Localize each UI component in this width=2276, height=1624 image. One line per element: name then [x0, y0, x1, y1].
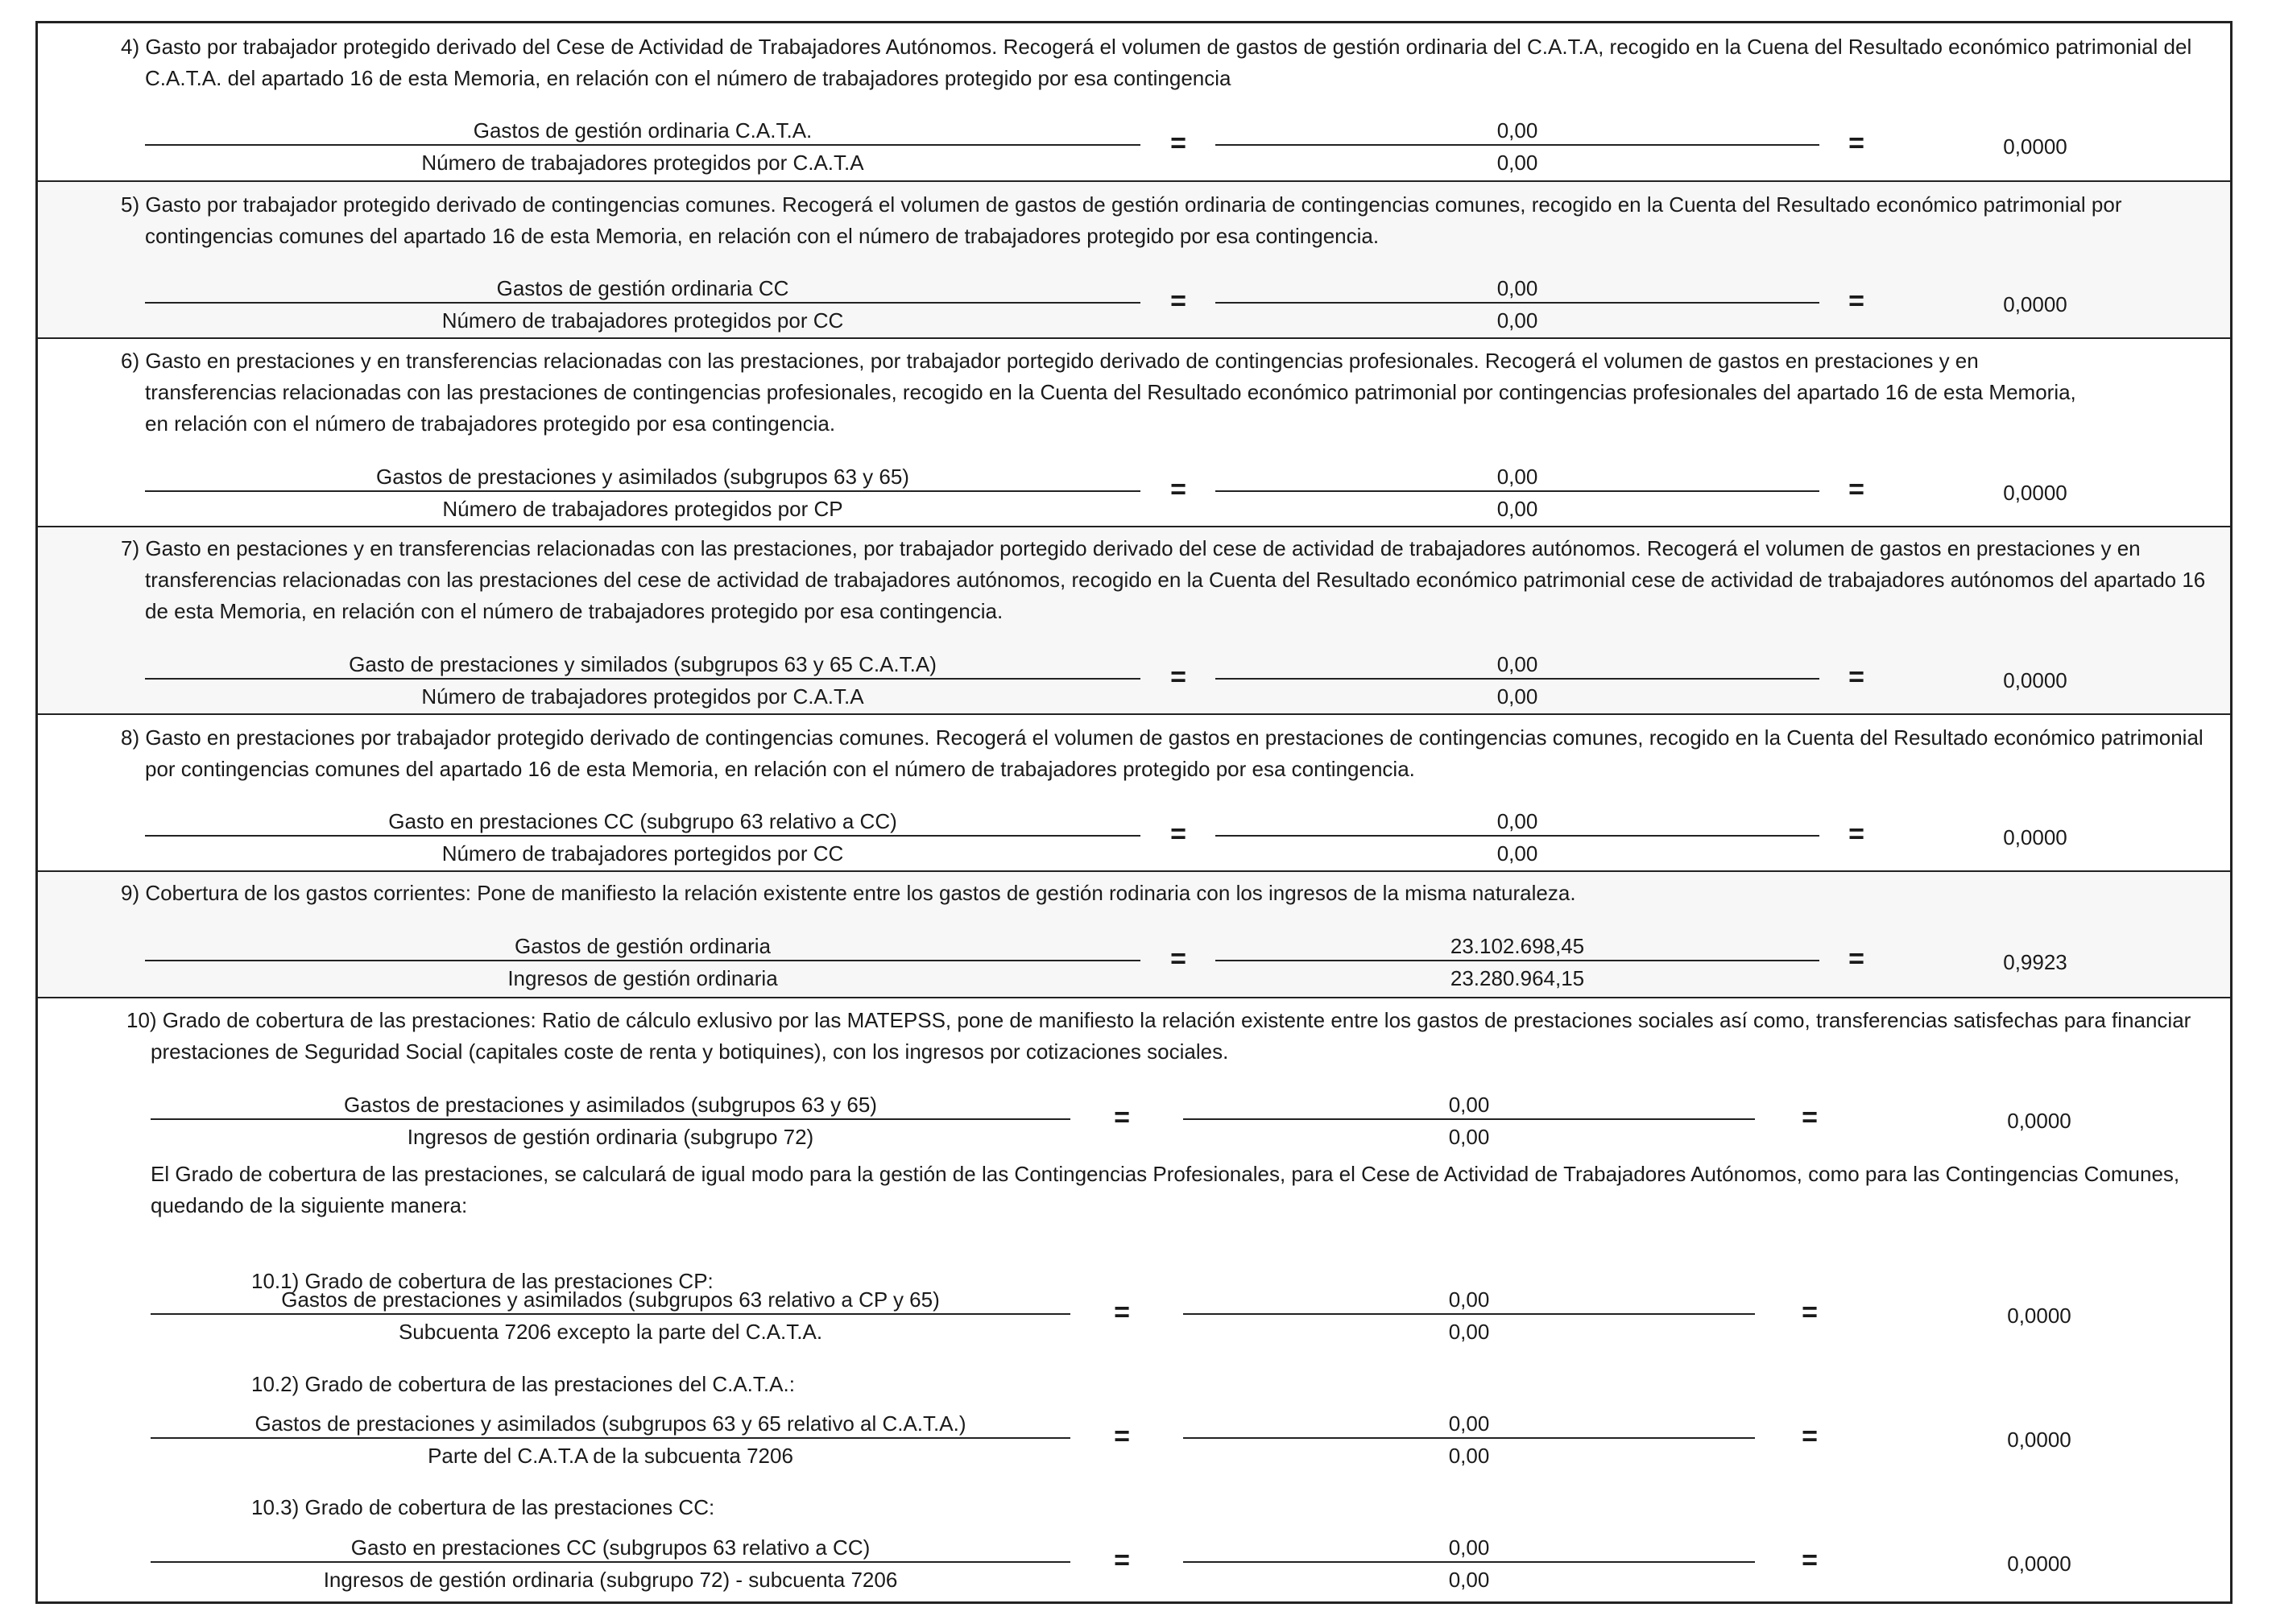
fraction-line — [151, 1313, 1070, 1315]
section-description: 9) Cobertura de los gastos corrientes: Pone de manifiesto la relación existente entre los gastos de gestión rodinaria con los ingresos de la misma naturaleza. — [121, 881, 1576, 905]
section-description: 5) Gasto por trabajador protegido derivado de contingencias comunes. Recogerá el volumen de gastos de gestión ordinaria de contingencias comunes, recogido en la Cuenta del Resultado económico patrimonial por contingencias comunes del apartado 16 de esta Memoria, en relación con el número de trabajadores protegido por esa contingencia. — [121, 192, 2122, 248]
denominator-value: 23.280.964,15 — [1450, 966, 1585, 990]
fraction-line — [1215, 144, 1819, 146]
fraction-line — [145, 678, 1140, 680]
fraction-line — [151, 1118, 1070, 1120]
fraction-line — [1215, 490, 1819, 492]
result-value: 0,0000 — [2003, 481, 2067, 505]
section-description: 6) Gasto en prestaciones y en transferencias relacionadas con las prestaciones, por trabajador portegido derivado de contingencias profesionales. Recogerá el volumen de gastos en prestaciones y en transferencias relacionadas con las prestaciones de contingencias profesionales, recogido en la Cuenta del Resultado económico patrimonial por contingencias profesionales del apartado 16 de esta Memoria, en relación con el número de trabajadores protegido por esa contingencia. — [121, 349, 2076, 436]
equals-sign: = — [1848, 662, 1864, 692]
equals-sign: = — [1114, 1545, 1130, 1576]
section-8 — [38, 715, 2230, 872]
denominator-label: Ingresos de gestión ordinaria (subgrupo 72) — [407, 1125, 814, 1149]
section-description: 10) Grado de cobertura de las prestaciones: Ratio de cálculo exlusivo por las MATEPSS, pone de manifiesto la relación existente entre los gastos de prestaciones sociales así como, transferencias satisfechas para financiar prestaciones de Seguridad Social (capitales coste de renta y botiquines), con los ingresos por cotizaciones sociales. — [126, 1008, 2191, 1064]
subitem-title: 10.3) Grado de cobertura de las prestaciones CC: — [251, 1495, 715, 1519]
equals-sign: = — [1848, 819, 1864, 849]
fraction-line — [1215, 678, 1819, 680]
result-value: 0,0000 — [2007, 1109, 2071, 1133]
equals-sign: = — [1848, 944, 1864, 974]
numerator-label: Gasto en prestaciones CC (subgrupo 63 relativo a CC) — [388, 809, 897, 833]
numerator-label: Gastos de prestaciones y asimilados (subgrupos 63 relativo a CP y 65) — [281, 1287, 940, 1312]
numerator-label: Gasto de prestaciones y similados (subgrupos 63 y 65 C.A.T.A) — [349, 652, 937, 676]
fraction-line — [145, 835, 1140, 837]
equals-sign: = — [1170, 474, 1186, 505]
result-value: 0,0000 — [2007, 1428, 2071, 1452]
numerator-label: Gastos de gestión ordinaria C.A.T.A. — [473, 118, 813, 143]
section-4 — [38, 23, 2230, 182]
numerator-value: 0,00 — [1496, 276, 1538, 300]
equals-sign: = — [1114, 1421, 1130, 1452]
section-description: 8) Gasto en prestaciones por trabajador protegido derivado de contingencias comunes. Recogerá el volumen de gastos en prestaciones de contingencias comunes, recogido en la Cuenta del Resultado económico patrimonial por contingencias comunes del apartado 16 de esta Memoria, en relación con el número de trabajadores protegido por esa contingencia. — [121, 725, 2204, 781]
denominator-label: Número de trabajadores protegidos por C.A.T.A — [421, 151, 864, 175]
equals-sign: = — [1802, 1545, 1818, 1576]
denominator-value: 0,00 — [1496, 684, 1538, 709]
result-value: 0,0000 — [2007, 1304, 2071, 1328]
equals-sign: = — [1802, 1297, 1818, 1328]
equals-sign: = — [1848, 474, 1864, 505]
fraction-line — [145, 960, 1140, 961]
numerator-label: Gastos de gestión ordinaria — [515, 934, 771, 958]
denominator-value: 0,00 — [1496, 841, 1538, 866]
numerator-value: 0,00 — [1496, 118, 1538, 143]
fraction-line — [151, 1561, 1070, 1563]
numerator-value: 0,00 — [1448, 1287, 1490, 1312]
section-5 — [38, 182, 2230, 339]
equals-sign: = — [1170, 819, 1186, 849]
numerator-label: Gastos de prestaciones y asimilados (subgrupos 63 y 65 relativo al C.A.T.A.) — [254, 1411, 966, 1436]
fraction-line — [1215, 835, 1819, 837]
denominator-value: 0,00 — [1496, 308, 1538, 333]
result-value: 0,0000 — [2003, 134, 2067, 159]
section-6 — [38, 339, 2230, 527]
numerator-value: 0,00 — [1448, 1093, 1490, 1117]
numerator-label: Gastos de prestaciones y asimilados (subgrupos 63 y 65) — [376, 465, 909, 489]
numerator-value: 0,00 — [1448, 1535, 1490, 1560]
fraction-line — [1183, 1118, 1755, 1120]
denominator-label: Ingresos de gestión ordinaria — [507, 966, 778, 990]
denominator-value: 0,00 — [1448, 1320, 1490, 1344]
numerator-value: 0,00 — [1496, 652, 1538, 676]
subitem-title: 10.1) Grado de cobertura de las prestaciones CP: — [251, 1269, 714, 1293]
fraction-line — [1183, 1437, 1755, 1439]
equals-sign: = — [1170, 662, 1186, 692]
numerator-label: Gastos de prestaciones y asimilados (subgrupos 63 y 65) — [344, 1093, 877, 1117]
fraction-line — [1183, 1313, 1755, 1315]
denominator-label: Número de trabajadores protegidos por C.A.T.A — [421, 684, 864, 709]
result-value: 0,0000 — [2007, 1552, 2071, 1576]
fraction-line — [145, 144, 1140, 146]
equals-sign: = — [1114, 1102, 1130, 1133]
equals-sign: = — [1848, 128, 1864, 159]
section-7 — [38, 527, 2230, 715]
result-value: 0,0000 — [2003, 292, 2067, 316]
equals-sign: = — [1170, 286, 1186, 316]
subitem-title: 10.2) Grado de cobertura de las prestaciones del C.A.T.A.: — [251, 1372, 795, 1396]
fraction-line — [1183, 1561, 1755, 1563]
denominator-value: 0,00 — [1448, 1125, 1490, 1149]
denominator-value: 0,00 — [1496, 151, 1538, 175]
numerator-value: 0,00 — [1496, 465, 1538, 489]
denominator-label: Número de trabajadores portegidos por CC — [441, 841, 844, 866]
equals-sign: = — [1170, 944, 1186, 974]
denominator-label: Número de trabajadores protegidos por CC — [441, 308, 844, 333]
denominator-label: Número de trabajadores protegidos por CP — [442, 497, 843, 521]
fraction-line — [145, 302, 1140, 304]
denominator-value: 0,00 — [1496, 497, 1538, 521]
denominator-label: Parte del C.A.T.A de la subcuenta 7206 — [428, 1444, 793, 1468]
result-value: 0,9923 — [2003, 950, 2067, 974]
numerator-label: Gastos de gestión ordinaria CC — [496, 276, 789, 300]
denominator-label: Subcuenta 7206 excepto la parte del C.A.T.A. — [398, 1320, 823, 1344]
numerator-value: 0,00 — [1496, 809, 1538, 833]
section-description: 7) Gasto en pestaciones y en transferencias relacionadas con las prestaciones, por trabajador portegido derivado del cese de actividad de trabajadores autónomos. Recogerá el volumen de gastos en prestaciones y en transferencias relacionadas con las prestaciones del cese de actividad de trabajadores autónomos, recogido en la Cuenta del Resultado económico patrimonial cese de actividad de trabajadores autónomos del apartado 16 de esta Memoria, en relación con el número de trabajadores protegido por esa contingencia. — [121, 536, 2206, 623]
equals-sign: = — [1114, 1297, 1130, 1328]
numerator-label: Gasto en prestaciones CC (subgrupos 63 relativo a CC) — [350, 1535, 871, 1560]
result-value: 0,0000 — [2003, 668, 2067, 692]
equals-sign: = — [1170, 128, 1186, 159]
section-10 — [38, 998, 2230, 1604]
denominator-label: Ingresos de gestión ordinaria (subgrupo 72) - subcuenta 7206 — [323, 1568, 898, 1592]
section-9 — [38, 872, 2230, 998]
result-value: 0,0000 — [2003, 825, 2067, 849]
fraction-line — [151, 1437, 1070, 1439]
equals-sign: = — [1802, 1421, 1818, 1452]
denominator-value: 0,00 — [1448, 1444, 1490, 1468]
fraction-line — [1215, 302, 1819, 304]
ratios-table — [35, 21, 2233, 1604]
section-description: 4) Gasto por trabajador protegido derivado del Cese de Actividad de Trabajadores Autónomos. Recogerá el volumen de gastos de gestión ordinaria del C.A.T.A, recogido en la Cuena del Resultado económico patrimonial del C.A.T.A. del apartado 16 de esta Memoria, en relación con el número de trabajadores protegido por esa contingencia — [121, 35, 2192, 90]
section-note: El Grado de cobertura de las prestaciones, se calculará de igual modo para la gestión de las Contingencias Profesionales, para el Cese de Actividad de Trabajadores Autónomos, como para las Contingencias Comunes, quedando de la siguiente manera: — [151, 1162, 2180, 1217]
fraction-line — [145, 490, 1140, 492]
numerator-value: 0,00 — [1448, 1411, 1490, 1436]
denominator-value: 0,00 — [1448, 1568, 1490, 1592]
numerator-value: 23.102.698,45 — [1450, 934, 1585, 958]
equals-sign: = — [1848, 286, 1864, 316]
fraction-line — [1215, 960, 1819, 961]
equals-sign: = — [1802, 1102, 1818, 1133]
